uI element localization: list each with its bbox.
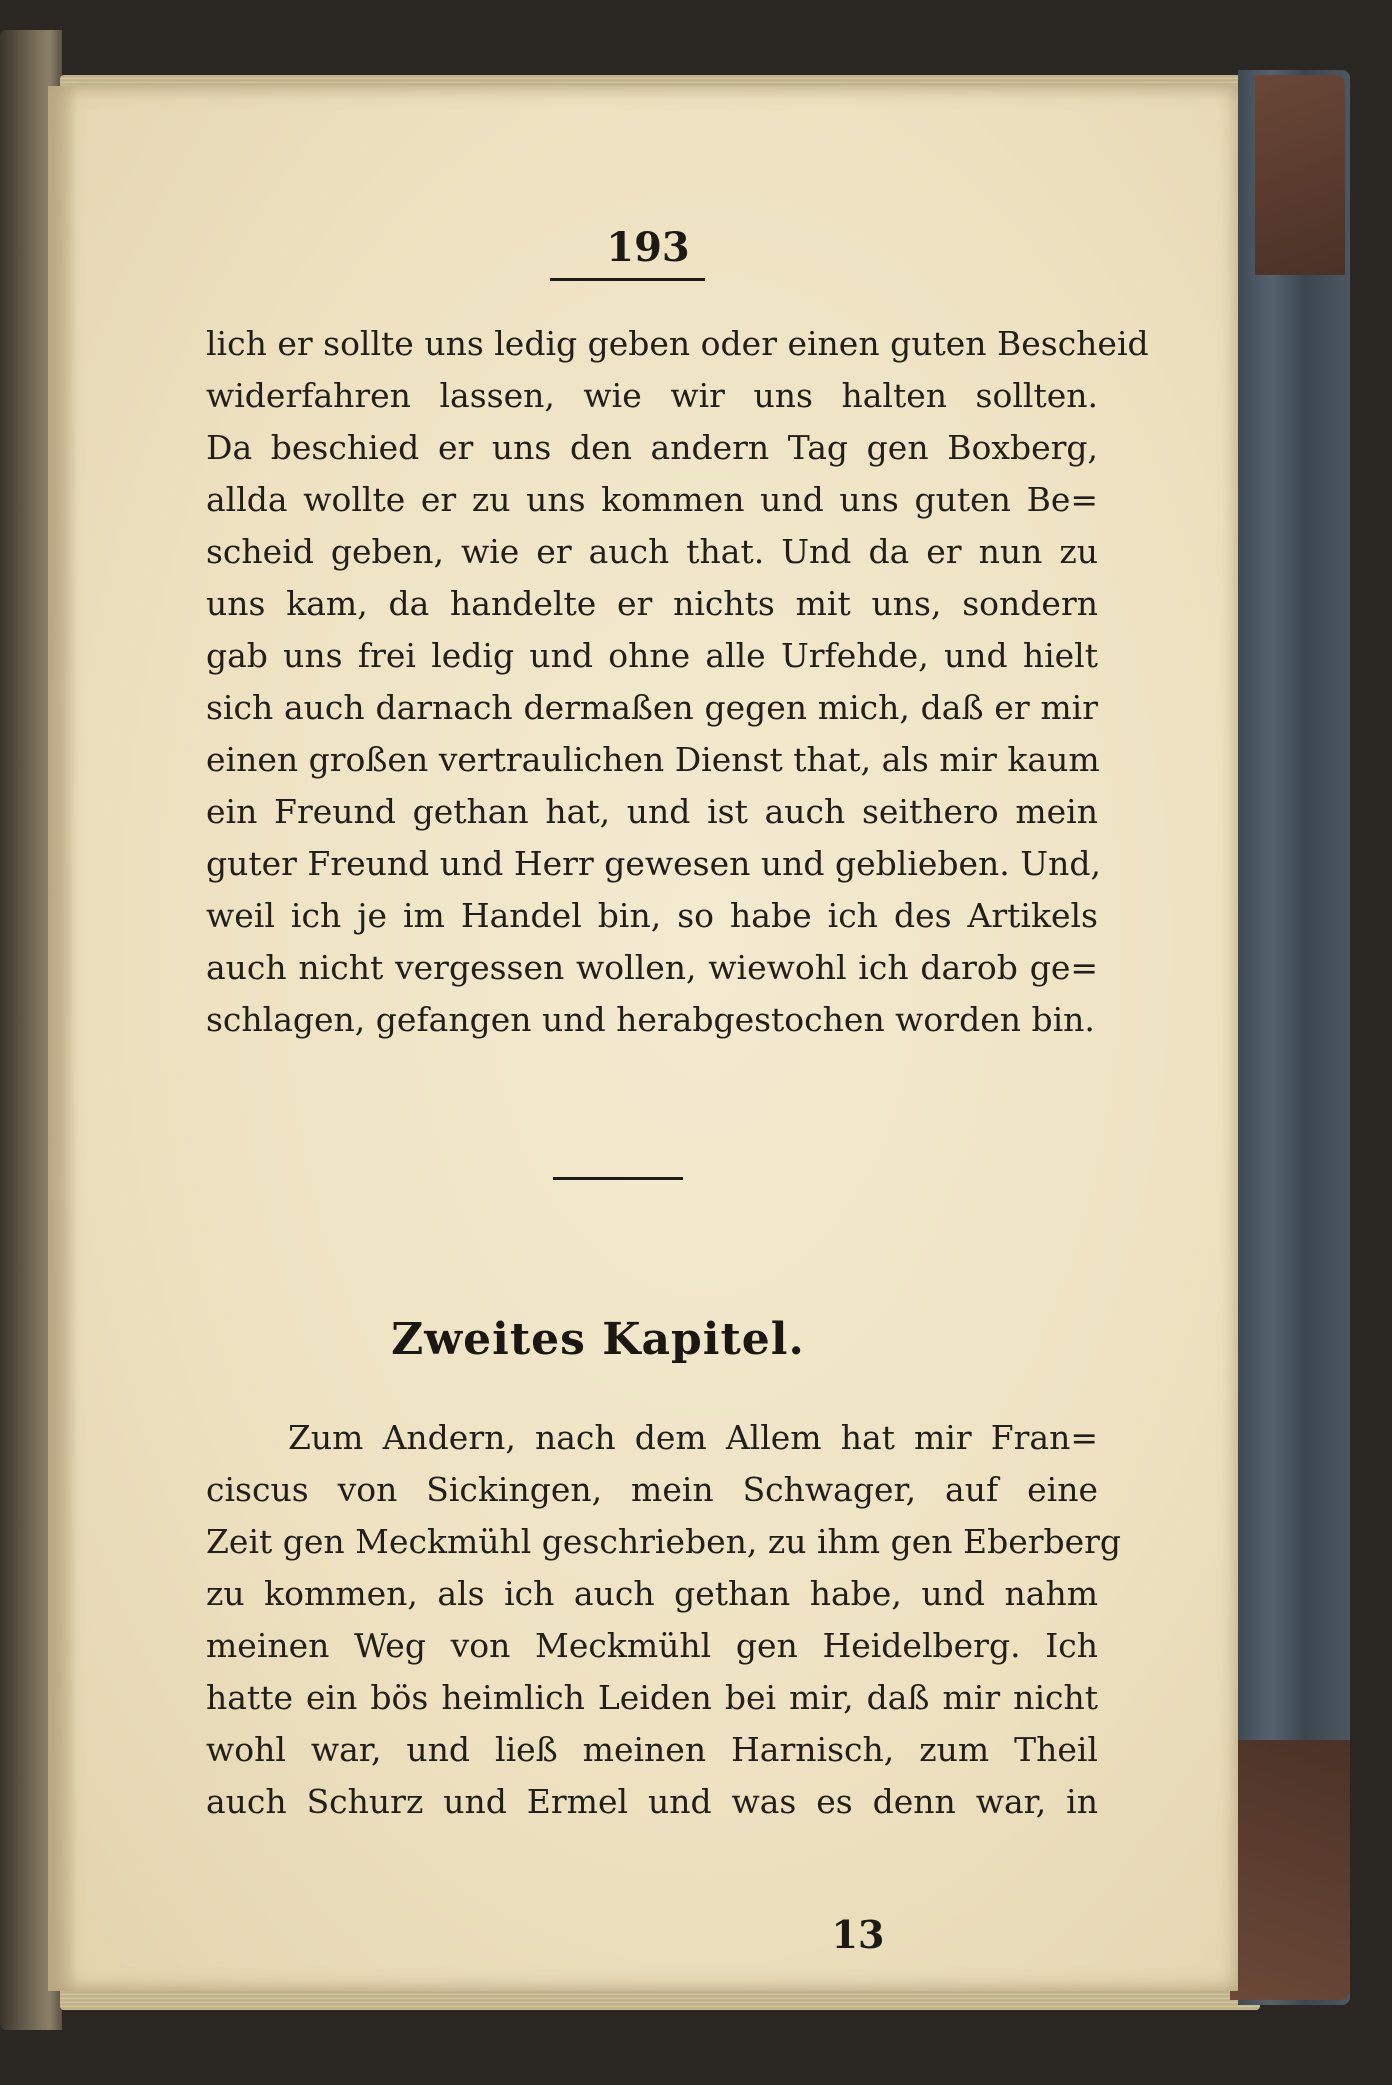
text-line: scheid geben, wie er auch that. Und da er nun zu	[206, 532, 1098, 571]
text-line: Zum Andern, nach dem Allem hat mir Fran=	[288, 1418, 1098, 1457]
text-line: guter Freund und Herr gewesen und geblieben. Und,	[206, 844, 1101, 883]
text-line: ciscus von Sickingen, mein Schwager, auf eine	[206, 1470, 1098, 1509]
text-line: auch nicht vergessen wollen, wiewohl ich darob ge=	[206, 948, 1098, 987]
text-line: auch Schurz und Ermel und was es denn war, in	[206, 1782, 1098, 1821]
text-line: Da beschied er uns den andern Tag gen Boxberg,	[206, 428, 1098, 467]
signature-mark: 13	[831, 1912, 885, 1957]
text-line: allda wollte er zu uns kommen und uns guten Be=	[206, 480, 1098, 519]
text-line: ein Freund gethan hat, und ist auch seithero mein	[206, 792, 1098, 831]
paragraph-2	[206, 1412, 1122, 1828]
page-number: 193	[606, 224, 690, 271]
book-page	[48, 86, 1238, 1991]
text-line: zu kommen, als ich auch gethan habe, und nahm	[206, 1574, 1098, 1613]
text-line: hatte ein bös heimlich Leiden bei mir, daß mir nicht	[206, 1678, 1098, 1717]
text-line: gab uns frei ledig und ohne alle Urfehde, und hielt	[206, 636, 1098, 675]
text-line: einen großen vertraulichen Dienst that, als mir kaum	[206, 740, 1100, 779]
section-divider	[553, 1177, 683, 1180]
chapter-title: Zweites Kapitel.	[391, 1314, 805, 1365]
leather-corner-top	[1255, 75, 1345, 275]
text-line: uns kam, da handelte er nichts mit uns, sondern	[206, 584, 1098, 623]
paragraph-1	[206, 318, 1149, 1046]
text-line: meinen Weg von Meckmühl gen Heidelberg. Ich	[206, 1626, 1098, 1665]
text-line: widerfahren lassen, wie wir uns halten sollten.	[206, 376, 1098, 415]
book-cover-right	[1238, 70, 1350, 2005]
text-line: sich auch darnach dermaßen gegen mich, daß er mir	[206, 688, 1098, 727]
text-line: schlagen, gefangen und herabgestochen worden bin.	[206, 1000, 1095, 1039]
leather-corner-bottom	[1230, 1740, 1350, 2000]
header-rule	[550, 278, 705, 281]
text-line: lich er sollte uns ledig geben oder einen guten Bescheid	[206, 324, 1149, 363]
text-line: Zeit gen Meckmühl geschrieben, zu ihm gen Eberberg	[206, 1522, 1122, 1561]
text-line: weil ich je im Handel bin, so habe ich des Artikels	[206, 896, 1098, 935]
page-gutter	[48, 86, 78, 1991]
text-line: wohl war, und ließ meinen Harnisch, zum Theil	[206, 1730, 1098, 1769]
